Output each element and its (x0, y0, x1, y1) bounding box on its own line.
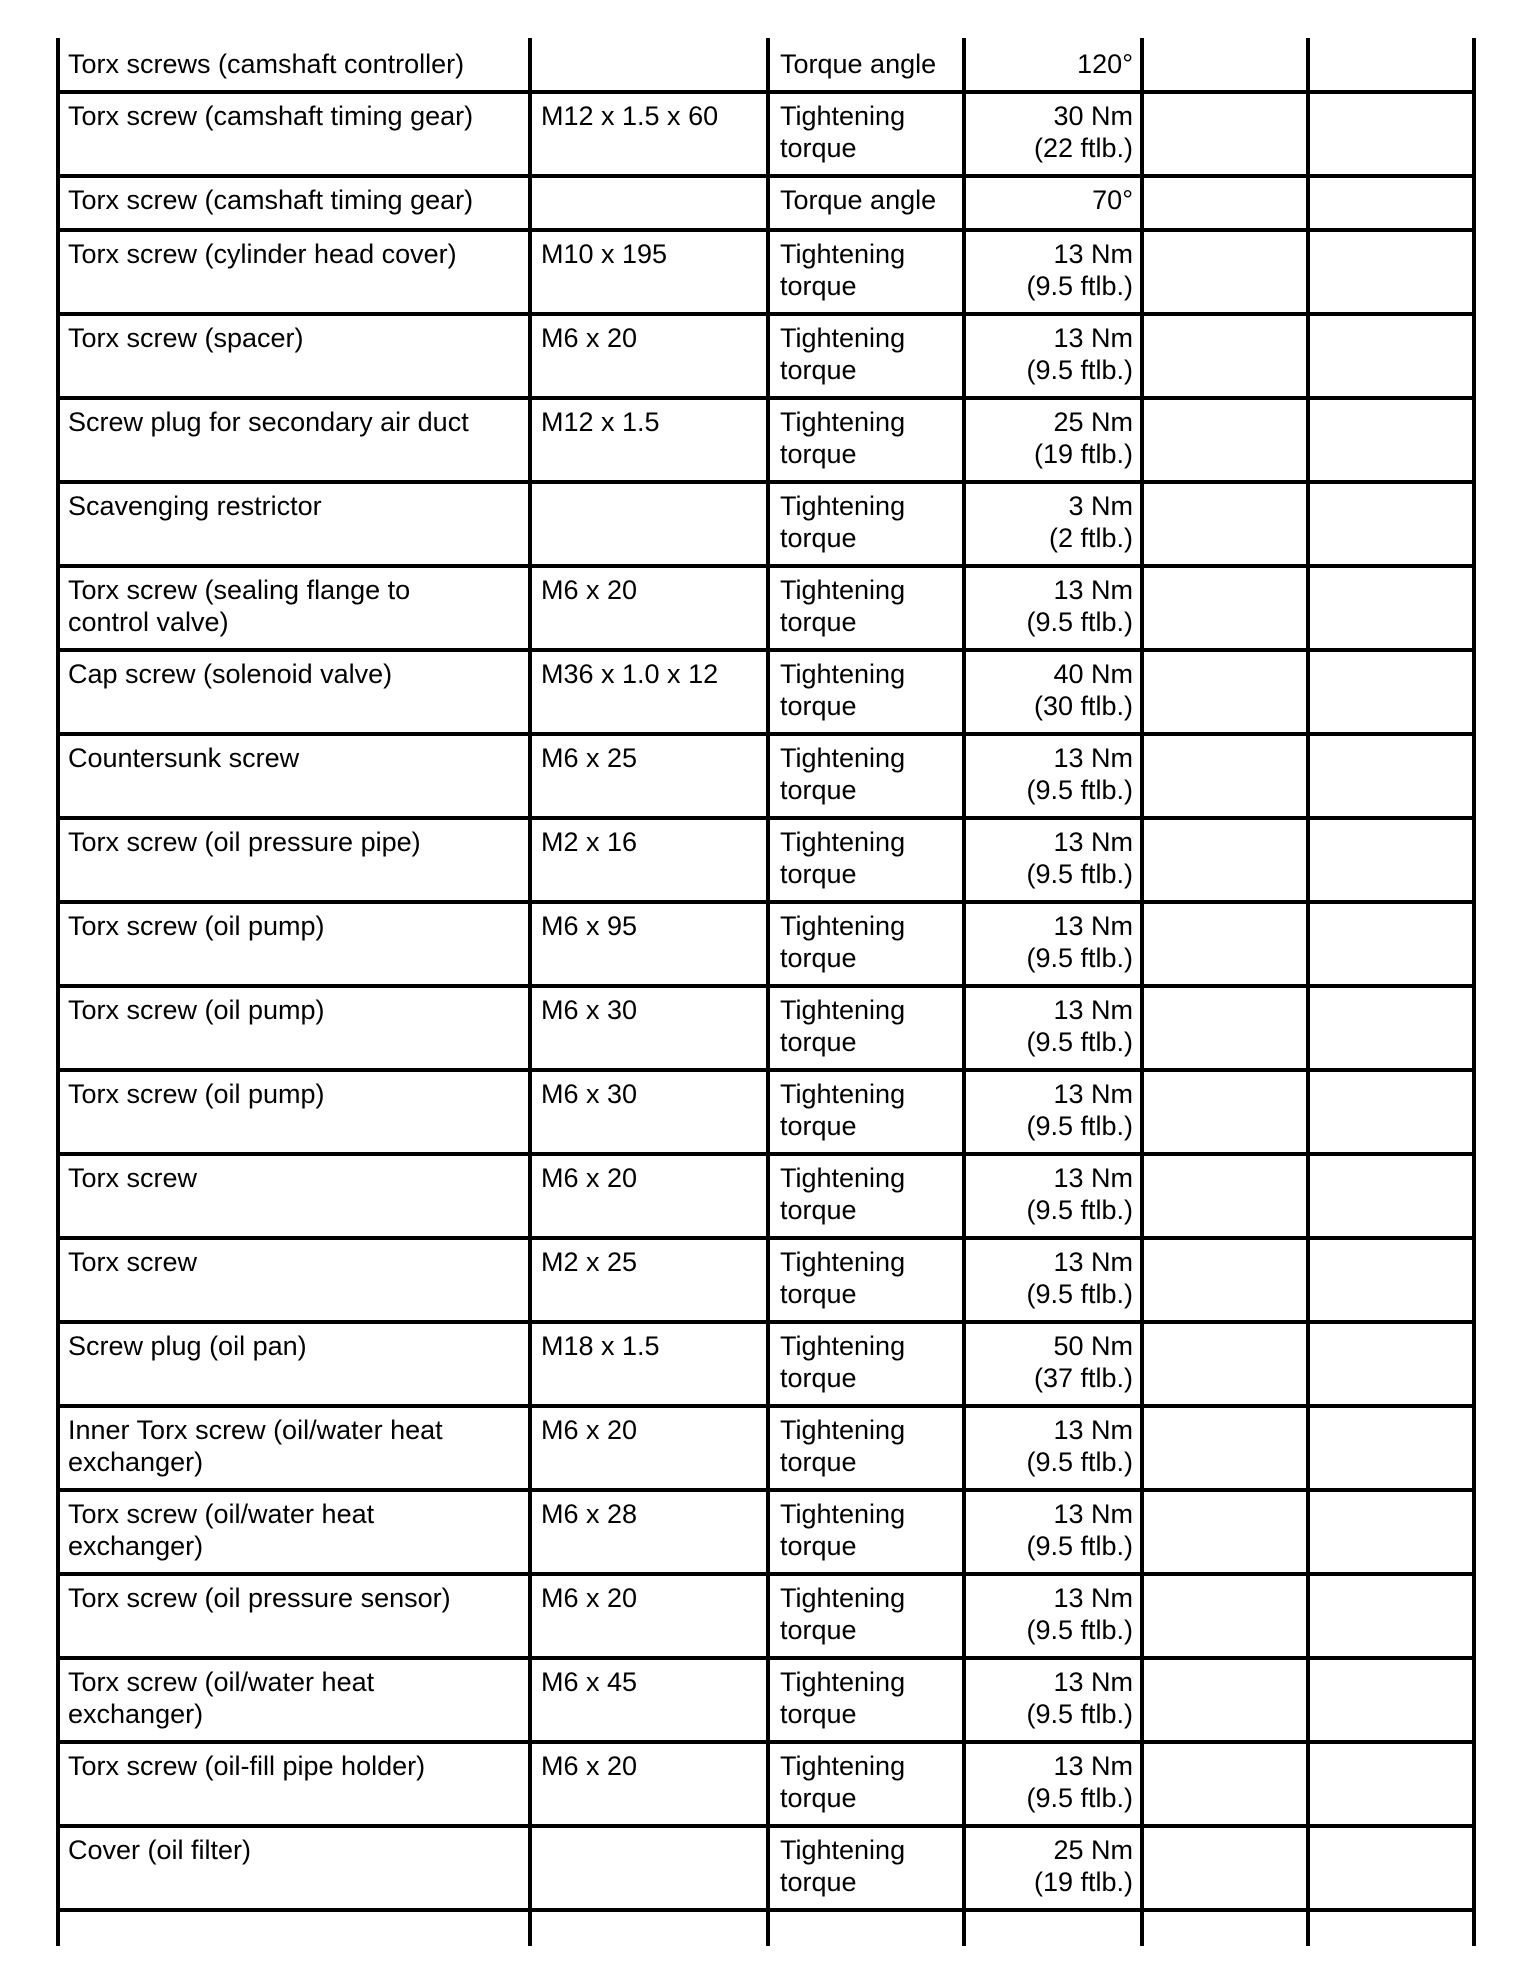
row-rule (56, 90, 1476, 94)
row-rule (56, 1320, 1476, 1324)
part-description: Torx screw (oil/water heat exchanger) (68, 1499, 375, 1561)
row-rule (56, 816, 1476, 820)
spec-value: 13 Nm (9.5 ftlb.) (1026, 995, 1133, 1057)
row-rule (56, 1488, 1476, 1492)
spec-value: 13 Nm (9.5 ftlb.) (1026, 911, 1133, 973)
spec-type: Torque angle (780, 185, 937, 215)
spec-value: 25 Nm (19 ftlb.) (1033, 1835, 1133, 1897)
spec-type: Tightening torque (780, 491, 906, 553)
spec-type: Tightening torque (780, 239, 906, 301)
thread-size: M6 x 25 (541, 743, 638, 773)
spec-value: 13 Nm (9.5 ftlb.) (1026, 1163, 1133, 1225)
row-rule (56, 900, 1476, 904)
thread-size: M6 x 20 (541, 1751, 638, 1781)
thread-size: M6 x 45 (541, 1667, 638, 1697)
spec-type: Tightening torque (780, 995, 906, 1057)
row-rule (56, 564, 1476, 568)
part-description: Torx screw (sealing flange to control valve) (68, 575, 411, 637)
part-description: Torx screw (oil pump) (68, 1079, 325, 1109)
spec-type: Tightening torque (780, 1835, 906, 1897)
spec-value: 13 Nm (9.5 ftlb.) (1026, 323, 1133, 385)
part-description: Torx screw (camshaft timing gear) (68, 101, 474, 131)
thread-size: M6 x 28 (541, 1499, 638, 1529)
row-rule (56, 1152, 1476, 1156)
spec-type: Tightening torque (780, 1163, 906, 1225)
spec-value: 70° (1092, 185, 1133, 215)
spec-type: Tightening torque (780, 1751, 906, 1813)
spec-value: 13 Nm (9.5 ftlb.) (1026, 1415, 1133, 1477)
thread-size: M6 x 95 (541, 911, 638, 941)
row-rule (56, 174, 1476, 178)
part-description: Torx screw (oil pressure pipe) (68, 827, 421, 857)
row-rule (56, 648, 1476, 652)
part-description: Torx screws (camshaft controller) (68, 49, 465, 79)
part-description: Torx screw (oil pressure sensor) (68, 1583, 451, 1613)
part-description: Inner Torx screw (oil/water heat exchanger) (68, 1415, 443, 1477)
spec-value: 3 Nm (2 ftlb.) (1048, 491, 1133, 553)
spec-value: 13 Nm (9.5 ftlb.) (1026, 1751, 1133, 1813)
spec-type: Tightening torque (780, 407, 906, 469)
part-description: Torx screw (camshaft timing gear) (68, 185, 474, 215)
spec-value: 13 Nm (9.5 ftlb.) (1026, 1583, 1133, 1645)
row-rule (56, 312, 1476, 316)
part-description: Torx screw (68, 1247, 198, 1277)
part-description: Countersunk screw (68, 743, 300, 773)
spec-type: Tightening torque (780, 1499, 906, 1561)
thread-size: M6 x 20 (541, 575, 638, 605)
part-description: Screw plug for secondary air duct (68, 407, 469, 437)
row-rule (56, 984, 1476, 988)
part-description: Torx screw (oil-fill pipe holder) (68, 1751, 426, 1781)
spec-type: Tightening torque (780, 101, 906, 163)
thread-size: M12 x 1.5 x 60 (541, 101, 719, 131)
row-rule (56, 1908, 1476, 1912)
part-description: Torx screw (cylinder head cover) (68, 239, 457, 269)
row-rule (56, 1740, 1476, 1744)
spec-type: Torque angle (780, 49, 937, 79)
spec-type: Tightening torque (780, 743, 906, 805)
part-description: Torx screw (spacer) (68, 323, 304, 353)
row-rule (56, 1068, 1476, 1072)
spec-value: 13 Nm (9.5 ftlb.) (1026, 827, 1133, 889)
spec-value: 13 Nm (9.5 ftlb.) (1026, 743, 1133, 805)
spec-value: 40 Nm (30 ftlb.) (1033, 659, 1133, 721)
row-rule (56, 396, 1476, 400)
spec-type: Tightening torque (780, 1079, 906, 1141)
thread-size: M36 x 1.0 x 12 (541, 659, 719, 689)
row-rule (56, 228, 1476, 232)
spec-value: 50 Nm (37 ftlb.) (1033, 1331, 1133, 1393)
thread-size: M12 x 1.5 (541, 407, 660, 437)
part-description: Screw plug (oil pan) (68, 1331, 307, 1361)
spec-value: 120° (1077, 49, 1133, 79)
part-description: Cap screw (solenoid valve) (68, 659, 393, 689)
row-rule (56, 480, 1476, 484)
row-rule (56, 732, 1476, 736)
spec-value: 13 Nm (9.5 ftlb.) (1026, 575, 1133, 637)
spec-value: 30 Nm (22 ftlb.) (1033, 101, 1133, 163)
thread-size: M2 x 16 (541, 827, 638, 857)
spec-type: Tightening torque (780, 1331, 906, 1393)
row-rule (56, 1824, 1476, 1828)
spec-type: Tightening torque (780, 659, 906, 721)
part-description: Scavenging restrictor (68, 491, 322, 521)
spec-type: Tightening torque (780, 1667, 906, 1729)
spec-type: Tightening torque (780, 827, 906, 889)
thread-size: M6 x 20 (541, 1583, 638, 1613)
part-description: Torx screw (oil/water heat exchanger) (68, 1667, 375, 1729)
thread-size: M6 x 30 (541, 1079, 638, 1109)
row-rule (56, 1236, 1476, 1240)
spec-type: Tightening torque (780, 323, 906, 385)
spec-value: 13 Nm (9.5 ftlb.) (1026, 1499, 1133, 1561)
thread-size: M6 x 20 (541, 1415, 638, 1445)
part-description: Torx screw (oil pump) (68, 995, 325, 1025)
spec-type: Tightening torque (780, 1415, 906, 1477)
row-rule (56, 1656, 1476, 1660)
thread-size: M10 x 195 (541, 239, 668, 269)
spec-value: 13 Nm (9.5 ftlb.) (1026, 1079, 1133, 1141)
thread-size: M2 x 25 (541, 1247, 638, 1277)
part-description: Torx screw (oil pump) (68, 911, 325, 941)
spec-value: 13 Nm (9.5 ftlb.) (1026, 1247, 1133, 1309)
thread-size: M6 x 30 (541, 995, 638, 1025)
spec-type: Tightening torque (780, 1247, 906, 1309)
thread-size: M18 x 1.5 (541, 1331, 660, 1361)
spec-type: Tightening torque (780, 911, 906, 973)
thread-size: M6 x 20 (541, 323, 638, 353)
row-rule (56, 1572, 1476, 1576)
part-description: Torx screw (68, 1163, 198, 1193)
spec-value: 13 Nm (9.5 ftlb.) (1026, 1667, 1133, 1729)
part-description: Cover (oil filter) (68, 1835, 252, 1865)
spec-type: Tightening torque (780, 1583, 906, 1645)
spec-value: 25 Nm (19 ftlb.) (1033, 407, 1133, 469)
thread-size: M6 x 20 (541, 1163, 638, 1193)
spec-value: 13 Nm (9.5 ftlb.) (1026, 239, 1133, 301)
row-rule (56, 1404, 1476, 1408)
spec-type: Tightening torque (780, 575, 906, 637)
